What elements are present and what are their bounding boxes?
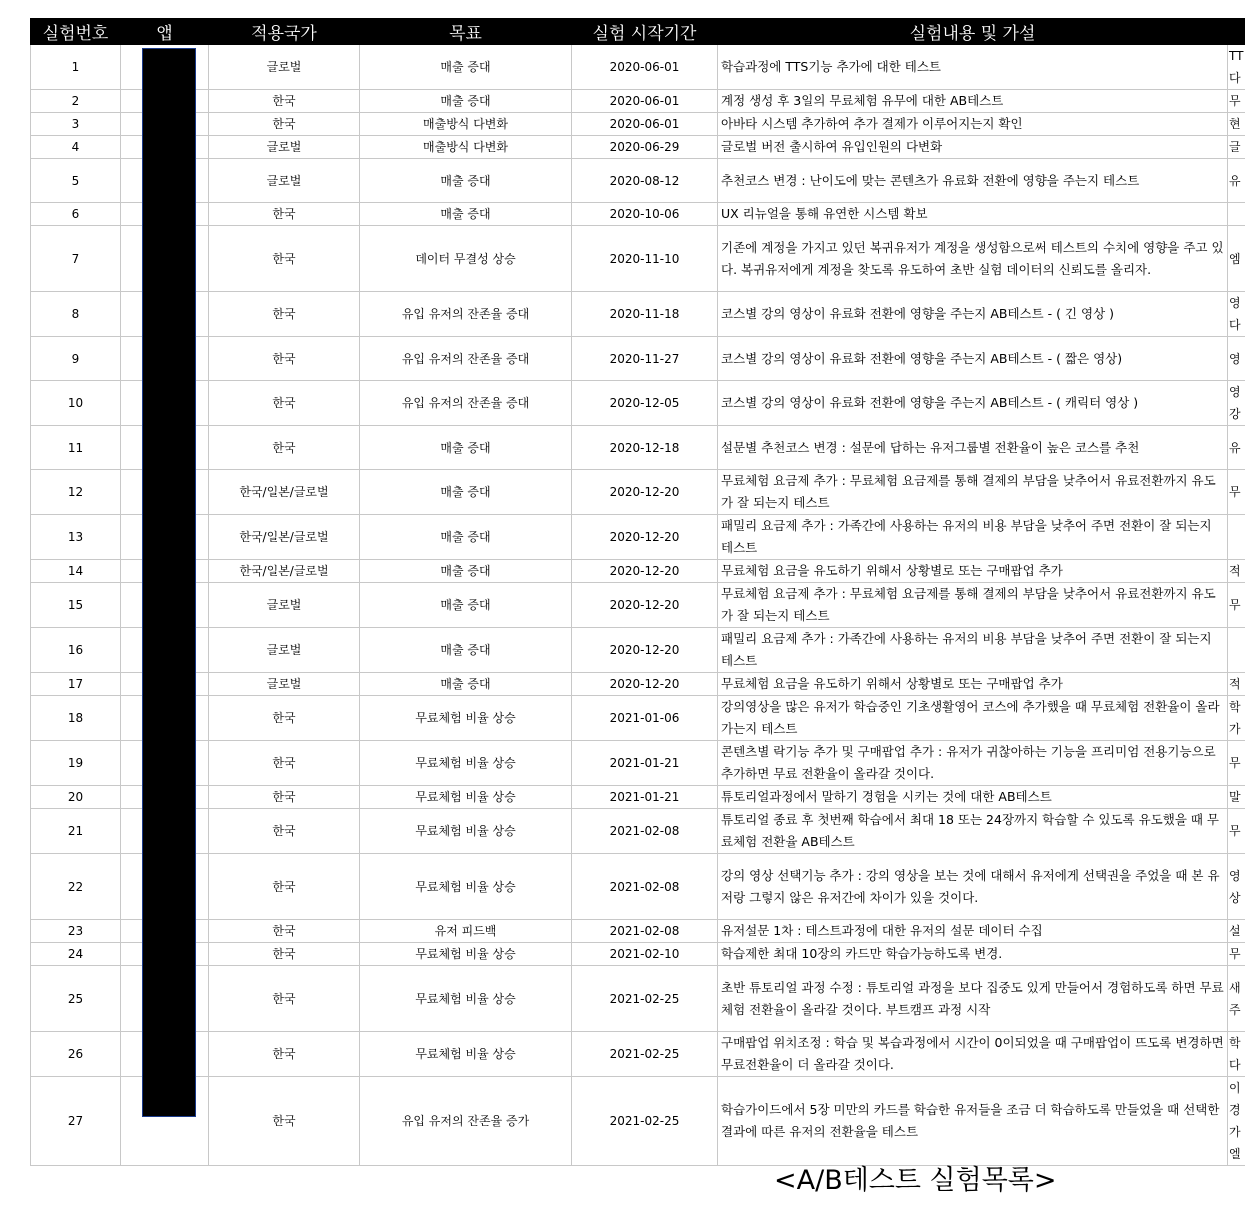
cell-experiment-no: 27 <box>31 1077 121 1166</box>
app-column-redaction <box>142 48 196 1117</box>
header-extra <box>1228 19 1245 45</box>
cell-extra: 무 <box>1228 943 1245 966</box>
table-row <box>31 159 1245 203</box>
table-row <box>31 136 1245 159</box>
cell-content: 기존에 계정을 가지고 있던 복귀유저가 계정을 생성함으로써 테스트의 수치에 영향을 주고 있다. 복귀유저에게 계정을 찾도록 유도하여 초반 실험 데이터의 신뢰도를 올리자. <box>718 226 1228 292</box>
cell-country: 한국 <box>209 337 360 381</box>
cell-country: 한국 <box>209 809 360 854</box>
cell-content: 코스별 강의 영상이 유료화 전환에 영향을 주는지 AB테스트 - ( 캐릭터 영상 ) <box>718 381 1228 426</box>
cell-content: 무료체험 요금제 추가 : 무료체험 요금제를 통해 결제의 부담을 낮추어서 유료전환까지 유도가 잘 되는지 테스트 <box>718 583 1228 628</box>
cell-start-date: 2020-12-20 <box>572 673 718 696</box>
table-row <box>31 741 1245 786</box>
cell-country: 한국/일본/글로벌 <box>209 470 360 515</box>
cell-extra: 엠 <box>1228 226 1245 292</box>
table-row <box>31 226 1245 292</box>
cell-extra: 현 <box>1228 113 1245 136</box>
cell-country: 글로벌 <box>209 136 360 159</box>
cell-experiment-no: 22 <box>31 854 121 920</box>
cell-content: 무료체험 요금을 유도하기 위해서 상황별로 또는 구매팝업 추가 <box>718 673 1228 696</box>
cell-start-date: 2020-06-29 <box>572 136 718 159</box>
experiment-table <box>30 18 1245 1166</box>
cell-extra: 영 <box>1228 337 1245 381</box>
cell-start-date: 2021-01-21 <box>572 786 718 809</box>
cell-goal: 유입 유저의 잔존율 증가 <box>360 1077 572 1166</box>
table-row <box>31 943 1245 966</box>
cell-experiment-no: 17 <box>31 673 121 696</box>
cell-experiment-no: 14 <box>31 560 121 583</box>
table-row <box>31 45 1245 90</box>
cell-goal: 매출 증대 <box>360 426 572 470</box>
cell-content: 학습가이드에서 5장 미만의 카드를 학습한 유저들을 조금 더 학습하도록 만들었을 때 선택한 결과에 따른 유저의 전환율을 테스트 <box>718 1077 1228 1166</box>
cell-goal: 매출 증대 <box>360 203 572 226</box>
cell-extra: 무 <box>1228 583 1245 628</box>
header-start-date: 실험 시작기간 <box>572 19 718 45</box>
cell-start-date: 2021-02-25 <box>572 1077 718 1166</box>
cell-country: 한국 <box>209 113 360 136</box>
cell-goal: 무료체험 비율 상승 <box>360 854 572 920</box>
header-app: 앱 <box>121 19 209 45</box>
cell-experiment-no: 7 <box>31 226 121 292</box>
cell-extra: 무 <box>1228 741 1245 786</box>
cell-country: 한국 <box>209 920 360 943</box>
cell-content: 설문별 추천코스 변경 : 설문에 답하는 유저그룹별 전환율이 높은 코스를 추천 <box>718 426 1228 470</box>
cell-extra: 글 <box>1228 136 1245 159</box>
cell-goal: 무료체험 비율 상승 <box>360 809 572 854</box>
cell-extra <box>1228 628 1245 673</box>
header-experiment-no: 실험번호 <box>31 19 121 45</box>
cell-country: 한국 <box>209 381 360 426</box>
cell-experiment-no: 20 <box>31 786 121 809</box>
cell-start-date: 2020-12-20 <box>572 583 718 628</box>
cell-extra: 말 <box>1228 786 1245 809</box>
cell-extra: 유 <box>1228 159 1245 203</box>
cell-goal: 무료체험 비율 상승 <box>360 741 572 786</box>
cell-start-date: 2020-11-10 <box>572 226 718 292</box>
cell-goal: 매출 증대 <box>360 673 572 696</box>
cell-country: 한국/일본/글로벌 <box>209 515 360 560</box>
cell-content: 패밀리 요금제 추가 : 가족간에 사용하는 유저의 비용 부담을 낮추어 주면 전환이 잘 되는지 테스트 <box>718 515 1228 560</box>
cell-goal: 무료체험 비율 상승 <box>360 943 572 966</box>
cell-content: 무료체험 요금제 추가 : 무료체험 요금제를 통해 결제의 부담을 낮추어서 유료전환까지 유도가 잘 되는지 테스트 <box>718 470 1228 515</box>
table-row <box>31 854 1245 920</box>
cell-country: 한국 <box>209 786 360 809</box>
cell-extra: 무 <box>1228 90 1245 113</box>
cell-start-date: 2020-12-20 <box>572 515 718 560</box>
cell-goal: 유입 유저의 잔존율 증대 <box>360 292 572 337</box>
table-row <box>31 966 1245 1032</box>
cell-experiment-no: 15 <box>31 583 121 628</box>
table-row <box>31 515 1245 560</box>
cell-content: 코스별 강의 영상이 유료화 전환에 영향을 주는지 AB테스트 - ( 긴 영상 ) <box>718 292 1228 337</box>
cell-extra: 설 <box>1228 920 1245 943</box>
cell-start-date: 2021-02-08 <box>572 854 718 920</box>
cell-country: 한국 <box>209 1077 360 1166</box>
table-body <box>31 45 1245 1166</box>
cell-goal: 무료체험 비율 상승 <box>360 786 572 809</box>
cell-start-date: 2020-12-20 <box>572 628 718 673</box>
cell-start-date: 2020-12-05 <box>572 381 718 426</box>
table-row <box>31 381 1245 426</box>
table-row <box>31 292 1245 337</box>
cell-start-date: 2021-02-10 <box>572 943 718 966</box>
cell-country: 글로벌 <box>209 583 360 628</box>
cell-content: 강의영상을 많은 유저가 학습중인 기초생활영어 코스에 추가했을 때 무료체험 전환율이 올라가는지 테스트 <box>718 696 1228 741</box>
cell-country: 한국 <box>209 203 360 226</box>
cell-experiment-no: 12 <box>31 470 121 515</box>
table-row <box>31 1032 1245 1077</box>
cell-experiment-no: 4 <box>31 136 121 159</box>
cell-country: 글로벌 <box>209 159 360 203</box>
table-row <box>31 113 1245 136</box>
table-row <box>31 583 1245 628</box>
cell-content: 튜토리얼과정에서 말하기 경험을 시키는 것에 대한 AB테스트 <box>718 786 1228 809</box>
cell-extra: 영 상 <box>1228 854 1245 920</box>
cell-experiment-no: 9 <box>31 337 121 381</box>
cell-country: 글로벌 <box>209 45 360 90</box>
table-row <box>31 786 1245 809</box>
cell-experiment-no: 8 <box>31 292 121 337</box>
cell-country: 한국 <box>209 741 360 786</box>
cell-extra: 유 <box>1228 426 1245 470</box>
cell-goal: 무료체험 비율 상승 <box>360 1032 572 1077</box>
cell-experiment-no: 26 <box>31 1032 121 1077</box>
cell-extra: 새 주 <box>1228 966 1245 1032</box>
table-row <box>31 560 1245 583</box>
cell-extra <box>1228 203 1245 226</box>
cell-content: 추천코스 변경 : 난이도에 맞는 콘텐츠가 유료화 전환에 영향을 주는지 테스트 <box>718 159 1228 203</box>
cell-start-date: 2021-01-06 <box>572 696 718 741</box>
cell-goal: 유입 유저의 잔존율 증대 <box>360 381 572 426</box>
cell-experiment-no: 2 <box>31 90 121 113</box>
cell-extra: 무 <box>1228 809 1245 854</box>
cell-country: 글로벌 <box>209 673 360 696</box>
cell-content: 무료체험 요금을 유도하기 위해서 상황별로 또는 구매팝업 추가 <box>718 560 1228 583</box>
cell-experiment-no: 6 <box>31 203 121 226</box>
cell-start-date: 2020-06-01 <box>572 113 718 136</box>
cell-goal: 유입 유저의 잔존율 증대 <box>360 337 572 381</box>
cell-goal: 무료체험 비율 상승 <box>360 966 572 1032</box>
cell-content: 패밀리 요금제 추가 : 가족간에 사용하는 유저의 비용 부담을 낮추어 주면 전환이 잘 되는지 테스트 <box>718 628 1228 673</box>
table-row <box>31 337 1245 381</box>
table-row <box>31 809 1245 854</box>
cell-content: UX 리뉴얼을 통해 유연한 시스템 확보 <box>718 203 1228 226</box>
cell-goal: 매출 증대 <box>360 628 572 673</box>
cell-goal: 매출 증대 <box>360 90 572 113</box>
cell-content: 튜토리얼 종료 후 첫번째 학습에서 최대 18 또는 24장까지 학습할 수 있도록 유도했을 때 무료체험 전환율 AB테스트 <box>718 809 1228 854</box>
cell-country: 한국 <box>209 292 360 337</box>
cell-country: 한국 <box>209 943 360 966</box>
cell-country: 한국 <box>209 226 360 292</box>
cell-experiment-no: 10 <box>31 381 121 426</box>
cell-content: 코스별 강의 영상이 유료화 전환에 영향을 주는지 AB테스트 - ( 짧은 영상) <box>718 337 1228 381</box>
cell-experiment-no: 11 <box>31 426 121 470</box>
cell-experiment-no: 21 <box>31 809 121 854</box>
cell-start-date: 2020-11-18 <box>572 292 718 337</box>
cell-experiment-no: 25 <box>31 966 121 1032</box>
cell-extra: 영 강 <box>1228 381 1245 426</box>
cell-extra: TT 다 <box>1228 45 1245 90</box>
table-row <box>31 696 1245 741</box>
cell-experiment-no: 5 <box>31 159 121 203</box>
cell-start-date: 2021-02-08 <box>572 809 718 854</box>
cell-extra: 적 <box>1228 673 1245 696</box>
cell-extra: 무 <box>1228 470 1245 515</box>
table-row <box>31 470 1245 515</box>
table-row <box>31 1077 1245 1166</box>
cell-extra: 영 다 <box>1228 292 1245 337</box>
cell-start-date: 2021-01-21 <box>572 741 718 786</box>
cell-goal: 매출 증대 <box>360 45 572 90</box>
header-content: 실험내용 및 가설 <box>718 19 1228 45</box>
cell-content: 학습제한 최대 10장의 카드만 학습가능하도록 변경. <box>718 943 1228 966</box>
cell-content: 학습과정에 TTS기능 추가에 대한 테스트 <box>718 45 1228 90</box>
header-country: 적용국가 <box>209 19 360 45</box>
table-row <box>31 203 1245 226</box>
cell-start-date: 2021-02-25 <box>572 966 718 1032</box>
cell-goal: 매출 증대 <box>360 560 572 583</box>
cell-start-date: 2020-06-01 <box>572 90 718 113</box>
table-row <box>31 628 1245 673</box>
table-row <box>31 90 1245 113</box>
cell-start-date: 2021-02-25 <box>572 1032 718 1077</box>
cell-goal: 매출 증대 <box>360 583 572 628</box>
cell-country: 한국 <box>209 426 360 470</box>
cell-content: 구매팝업 위치조정 : 학습 및 복습과정에서 시간이 0이되었을 때 구매팝업이 뜨도록 변경하면 무료전환율이 더 올라갈 것이다. <box>718 1032 1228 1077</box>
cell-experiment-no: 18 <box>31 696 121 741</box>
cell-goal: 매출 증대 <box>360 470 572 515</box>
cell-country: 한국 <box>209 966 360 1032</box>
cell-content: 콘텐츠별 락기능 추가 및 구매팝업 추가 : 유저가 귀찮아하는 기능을 프리미엄 전용기능으로 추가하면 무료 전환율이 올라갈 것이다. <box>718 741 1228 786</box>
cell-experiment-no: 19 <box>31 741 121 786</box>
cell-country: 한국 <box>209 854 360 920</box>
table-caption: <A/B테스트 실험목록> <box>774 1165 1057 1196</box>
cell-extra: 학 다 <box>1228 1032 1245 1077</box>
cell-goal: 유저 피드백 <box>360 920 572 943</box>
cell-start-date: 2020-12-20 <box>572 470 718 515</box>
cell-experiment-no: 23 <box>31 920 121 943</box>
table-row <box>31 426 1245 470</box>
cell-extra: 학 가 <box>1228 696 1245 741</box>
cell-country: 한국 <box>209 696 360 741</box>
cell-content: 글로벌 버전 출시하여 유입인원의 다변화 <box>718 136 1228 159</box>
cell-extra: 이 경 가 엘 <box>1228 1077 1245 1166</box>
cell-experiment-no: 13 <box>31 515 121 560</box>
cell-start-date: 2020-06-01 <box>572 45 718 90</box>
cell-extra: 적 <box>1228 560 1245 583</box>
cell-experiment-no: 3 <box>31 113 121 136</box>
cell-extra <box>1228 515 1245 560</box>
cell-content: 유저설문 1차 : 테스트과정에 대한 유저의 설문 데이터 수집 <box>718 920 1228 943</box>
cell-start-date: 2020-10-06 <box>572 203 718 226</box>
table-row <box>31 920 1245 943</box>
cell-experiment-no: 1 <box>31 45 121 90</box>
cell-start-date: 2020-12-18 <box>572 426 718 470</box>
cell-goal: 데이터 무결성 상승 <box>360 226 572 292</box>
cell-content: 강의 영상 선택기능 추가 : 강의 영상을 보는 것에 대해서 유저에게 선택권을 주었을 때 본 유저랑 그렇지 않은 유저간에 차이가 있을 것이다. <box>718 854 1228 920</box>
cell-start-date: 2020-12-20 <box>572 560 718 583</box>
cell-country: 한국 <box>209 90 360 113</box>
cell-content: 계정 생성 후 3일의 무료체험 유무에 대한 AB테스트 <box>718 90 1228 113</box>
cell-content: 아바타 시스템 추가하여 추가 결제가 이루어지는지 확인 <box>718 113 1228 136</box>
cell-start-date: 2020-11-27 <box>572 337 718 381</box>
cell-experiment-no: 16 <box>31 628 121 673</box>
header-goal: 목표 <box>360 19 572 45</box>
cell-country: 한국 <box>209 1032 360 1077</box>
table-row <box>31 673 1245 696</box>
cell-goal: 매출방식 다변화 <box>360 113 572 136</box>
cell-goal: 무료체험 비율 상승 <box>360 696 572 741</box>
cell-country: 글로벌 <box>209 628 360 673</box>
cell-content: 초반 튜토리얼 과정 수정 : 튜토리얼 과정을 보다 집중도 있게 만들어서 경험하도록 하면 무료체험 전환율이 올라갈 것이다. 부트캠프 과정 시작 <box>718 966 1228 1032</box>
cell-goal: 매출방식 다변화 <box>360 136 572 159</box>
cell-experiment-no: 24 <box>31 943 121 966</box>
cell-start-date: 2020-08-12 <box>572 159 718 203</box>
header-row <box>31 19 1245 45</box>
cell-start-date: 2021-02-08 <box>572 920 718 943</box>
cell-country: 한국/일본/글로벌 <box>209 560 360 583</box>
cell-goal: 매출 증대 <box>360 159 572 203</box>
cell-goal: 매출 증대 <box>360 515 572 560</box>
